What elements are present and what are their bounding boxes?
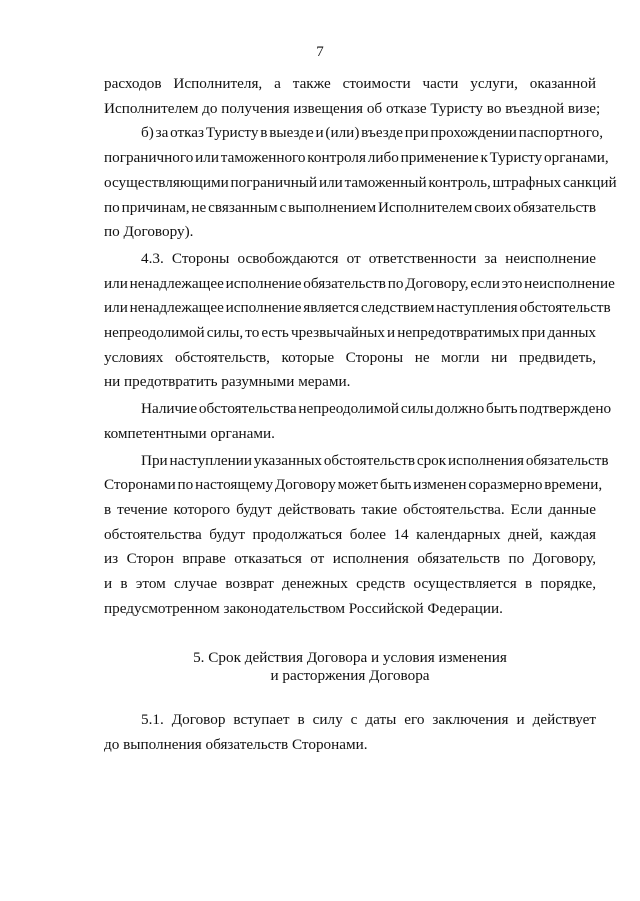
section-heading-line: 5. Срок действия Договора и условия изменения — [193, 649, 507, 666]
document-body — [104, 72, 617, 621]
text-line: по причинам, не связанным с выполнением Исполнителем своих обязательств — [104, 198, 596, 216]
text-line: расходов Исполнителя, а также стоимости части услуги, оказанной — [104, 75, 596, 92]
text-line: предусмотренном законодательством Российской Федерации. — [104, 599, 503, 617]
text-line: в течение которого будут действовать такие обстоятельства. Если данные — [104, 500, 596, 518]
text-line: или ненадлежащее исполнение является следствием наступления обстоятельств — [104, 299, 611, 317]
text-line: обстоятельства будут продолжаться более 14 календарных дней, каждая — [104, 525, 596, 543]
text-line: Наличие обстоятельства непреодолимой силы должно быть подтверждено — [141, 400, 612, 418]
paragraph-item-b — [104, 121, 617, 245]
paragraph-continuation — [104, 72, 601, 121]
paragraph-force-majeure-confirmation — [104, 397, 612, 446]
text-line: б) за отказ Туристу в выезде и (или) въезде при прохождении паспортного, — [141, 124, 604, 142]
text-line: При наступлении указанных обстоятельств срок исполнения обязательств — [141, 451, 609, 469]
text-line: и в этом случае возврат денежных средств осуществляется в порядке, — [104, 575, 596, 593]
paragraph-4-3 — [104, 247, 615, 395]
text-line: Исполнителем до получения извещения об отказе Туристу во въездной визе; — [104, 99, 601, 117]
text-line: осуществляющими пограничный или таможенный контроль, штрафных санкций — [104, 173, 617, 191]
text-line: по Договору). — [104, 223, 194, 241]
text-line: Сторонами по настоящему Договору может быть изменен соразмерно времени, — [104, 476, 603, 494]
paragraph-obligation-term-change — [104, 449, 609, 622]
page-number: 7 — [316, 44, 324, 60]
text-line: или ненадлежащее исполнение обязательств по Договору, если это неисполнение — [104, 274, 615, 292]
section-5-body — [104, 708, 596, 757]
text-line: 5.1. Договор вступает в силу с даты его заключения и действует — [141, 711, 596, 728]
text-line: компетентными органами. — [104, 424, 275, 442]
section-heading-line: и расторжения Договора — [270, 667, 430, 684]
text-line: до выполнения обязательств Сторонами. — [104, 735, 368, 753]
section-heading — [104, 649, 596, 685]
text-line: условиях обстоятельств, которые Стороны не могли ни предвидеть, — [104, 348, 596, 366]
paragraph-5-1 — [104, 708, 596, 757]
text-line: пограничного или таможенного контроля либо применение к Туристу органами, — [104, 149, 609, 167]
text-line: непреодолимой силы, то есть чрезвычайных и непредотвратимых при данных — [104, 324, 596, 342]
text-line: из Сторон вправе отказаться от исполнения обязательств по Договору, — [104, 550, 596, 568]
text-line: ни предотвратить разумными мерами. — [104, 373, 351, 391]
text-line: 4.3. Стороны освобождаются от ответственности за неисполнение — [141, 249, 596, 267]
